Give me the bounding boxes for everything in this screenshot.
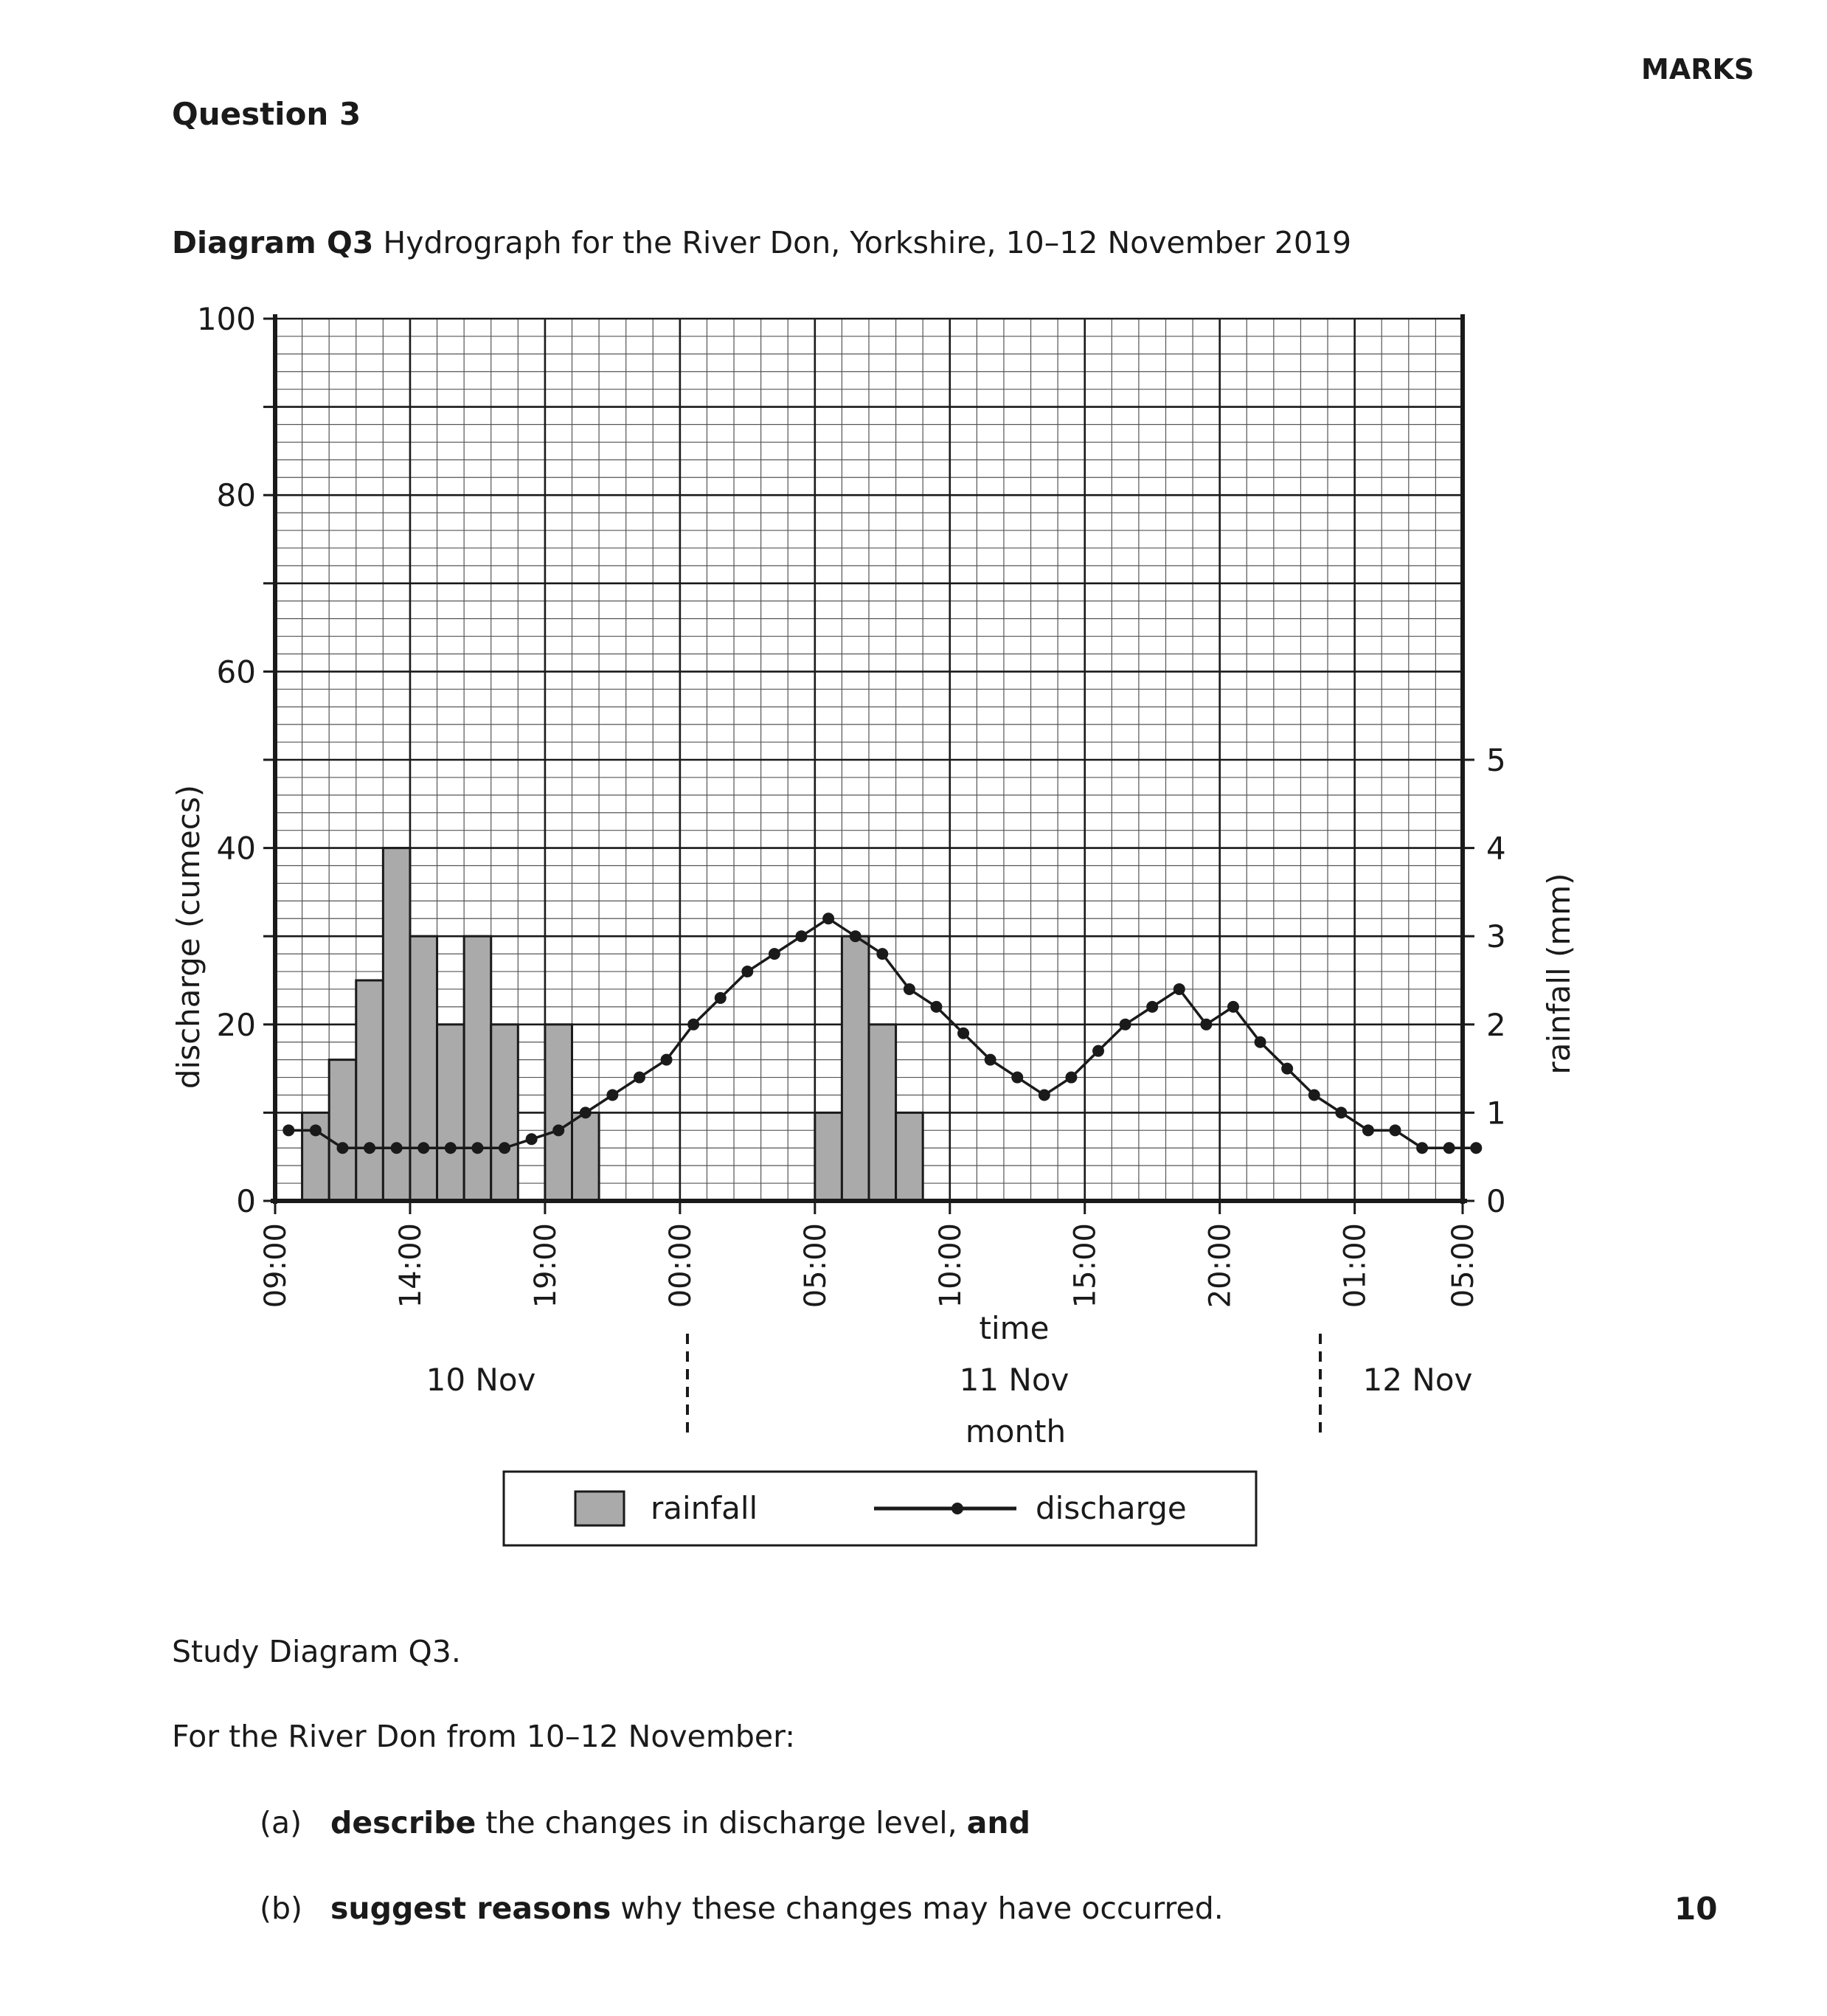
- discharge-point: [634, 1072, 645, 1084]
- discharge-point: [526, 1133, 538, 1145]
- y-tick-label-right: 5: [1486, 742, 1506, 778]
- rainfall-bar: [356, 980, 384, 1201]
- discharge-point: [336, 1142, 348, 1154]
- chart-labels: [170, 301, 1577, 1449]
- discharge-point: [1308, 1089, 1320, 1101]
- rainfall-bar: [437, 1025, 465, 1201]
- part-a-bold1: describe: [330, 1805, 476, 1840]
- discharge-point: [1362, 1124, 1374, 1136]
- y-axis-title-right: rainfall (mm): [1541, 873, 1577, 1075]
- discharge-point: [1470, 1142, 1482, 1154]
- rainfall-bar: [869, 1025, 896, 1201]
- discharge-point: [850, 930, 862, 942]
- legend-discharge-point: [951, 1503, 963, 1514]
- discharge-point: [876, 948, 888, 960]
- discharge-point: [661, 1054, 673, 1066]
- rainfall-bar: [545, 1025, 572, 1201]
- legend-rainfall-swatch: [575, 1492, 624, 1525]
- rainfall-bar: [410, 936, 437, 1201]
- rainfall-bar: [896, 1112, 923, 1201]
- y-tick-label-right: 4: [1486, 830, 1506, 867]
- discharge-point: [1416, 1142, 1428, 1154]
- legend-rainfall-label: rainfall: [651, 1490, 758, 1526]
- question-part-b: [260, 1891, 1224, 1926]
- part-a-label: (a): [260, 1805, 302, 1840]
- discharge-point: [930, 1001, 942, 1013]
- discharge-point: [1255, 1036, 1266, 1048]
- x-tick-label: 20:00: [1203, 1223, 1238, 1309]
- part-b-bold1: suggest reasons: [330, 1891, 611, 1926]
- y-tick-label-left: 20: [216, 1006, 256, 1043]
- x-tick-label: 00:00: [663, 1223, 698, 1309]
- discharge-point: [552, 1124, 564, 1136]
- discharge-point: [391, 1142, 403, 1154]
- discharge-point: [580, 1106, 592, 1118]
- x-axis-title: time: [979, 1310, 1050, 1346]
- y-axis-title-left: discharge (cumecs): [170, 784, 207, 1090]
- discharge-point: [904, 983, 915, 995]
- for-river-line: For the River Don from 10–12 November:: [172, 1719, 796, 1754]
- discharge-point: [1120, 1019, 1131, 1030]
- y-tick-label-left: 80: [216, 477, 256, 514]
- discharge-point: [957, 1028, 969, 1039]
- discharge-point: [1146, 1001, 1158, 1013]
- question-part-a: [260, 1805, 1030, 1840]
- discharge-point: [822, 912, 834, 924]
- x-tick-label: 01:00: [1338, 1223, 1373, 1309]
- discharge-point: [364, 1142, 375, 1154]
- rainfall-bar: [842, 936, 869, 1201]
- x-tick-label: 15:00: [1068, 1223, 1103, 1309]
- day-label-12nov: 12 Nov: [1362, 1362, 1473, 1398]
- discharge-point: [1200, 1019, 1212, 1030]
- discharge-point: [741, 966, 753, 977]
- day-label-10nov: 10 Nov: [426, 1362, 536, 1398]
- discharge-point: [499, 1142, 510, 1154]
- discharge-point: [715, 992, 727, 1004]
- caption-bold: Diagram Q3: [172, 225, 374, 260]
- rainfall-bar: [464, 936, 491, 1201]
- part-b-label: (b): [260, 1891, 303, 1926]
- y-tick-label-right: 1: [1486, 1095, 1506, 1132]
- x-tick-label: 09:00: [259, 1223, 293, 1309]
- rainfall-bar: [491, 1025, 519, 1201]
- discharge-point: [1173, 983, 1185, 995]
- marks-value: 10: [1674, 1891, 1718, 1927]
- y-tick-label-right: 3: [1486, 918, 1506, 955]
- discharge-point: [310, 1124, 322, 1136]
- x-tick-label: 10:00: [933, 1223, 968, 1309]
- x-tick-label: 19:00: [528, 1223, 563, 1309]
- discharge-point: [985, 1054, 996, 1066]
- y-tick-label-right: 2: [1486, 1006, 1506, 1043]
- y-tick-label-left: 100: [196, 301, 256, 337]
- discharge-point: [417, 1142, 429, 1154]
- day-label-11nov: 11 Nov: [959, 1362, 1069, 1398]
- x-tick-label: 05:00: [798, 1223, 833, 1309]
- discharge-point: [1039, 1089, 1050, 1101]
- discharge-point: [471, 1142, 483, 1154]
- study-instruction: Study Diagram Q3.: [172, 1634, 461, 1669]
- discharge-point: [282, 1124, 294, 1136]
- discharge-point: [1092, 1045, 1104, 1057]
- discharge-point: [1227, 1001, 1239, 1013]
- part-b-text: why these changes may have occurred.: [611, 1891, 1224, 1926]
- y-tick-label-left: 60: [216, 654, 256, 690]
- rainfall-bar: [572, 1112, 600, 1201]
- rainfall-bar: [329, 1060, 356, 1201]
- discharge-point: [1065, 1072, 1077, 1084]
- discharge-point: [1443, 1142, 1455, 1154]
- month-label: month: [965, 1413, 1067, 1449]
- discharge-point: [796, 930, 808, 942]
- y-tick-label-left: 40: [216, 830, 256, 867]
- part-a-bold2: and: [966, 1805, 1030, 1840]
- discharge-point: [1281, 1063, 1293, 1075]
- question-title: Question 3: [172, 96, 361, 132]
- marks-header: MARKS: [1641, 53, 1755, 86]
- discharge-point: [769, 948, 780, 960]
- discharge-point: [1335, 1106, 1347, 1118]
- discharge-point: [687, 1019, 699, 1030]
- y-tick-label-left: 0: [236, 1183, 256, 1219]
- discharge-point: [445, 1142, 457, 1154]
- part-a-text: the changes in discharge level,: [476, 1805, 967, 1840]
- x-tick-label: 05:00: [1446, 1223, 1480, 1309]
- chart-legend: [504, 1472, 1256, 1545]
- discharge-point: [1011, 1072, 1023, 1084]
- discharge-point: [1390, 1124, 1401, 1136]
- y-tick-label-right: 0: [1486, 1183, 1506, 1219]
- discharge-point: [606, 1089, 618, 1101]
- x-tick-label: 14:00: [393, 1223, 428, 1309]
- caption-text: Hydrograph for the River Don, Yorkshire, 10–12 November 2019: [373, 225, 1352, 260]
- legend-discharge-label: discharge: [1036, 1490, 1187, 1526]
- rainfall-bar: [815, 1112, 842, 1201]
